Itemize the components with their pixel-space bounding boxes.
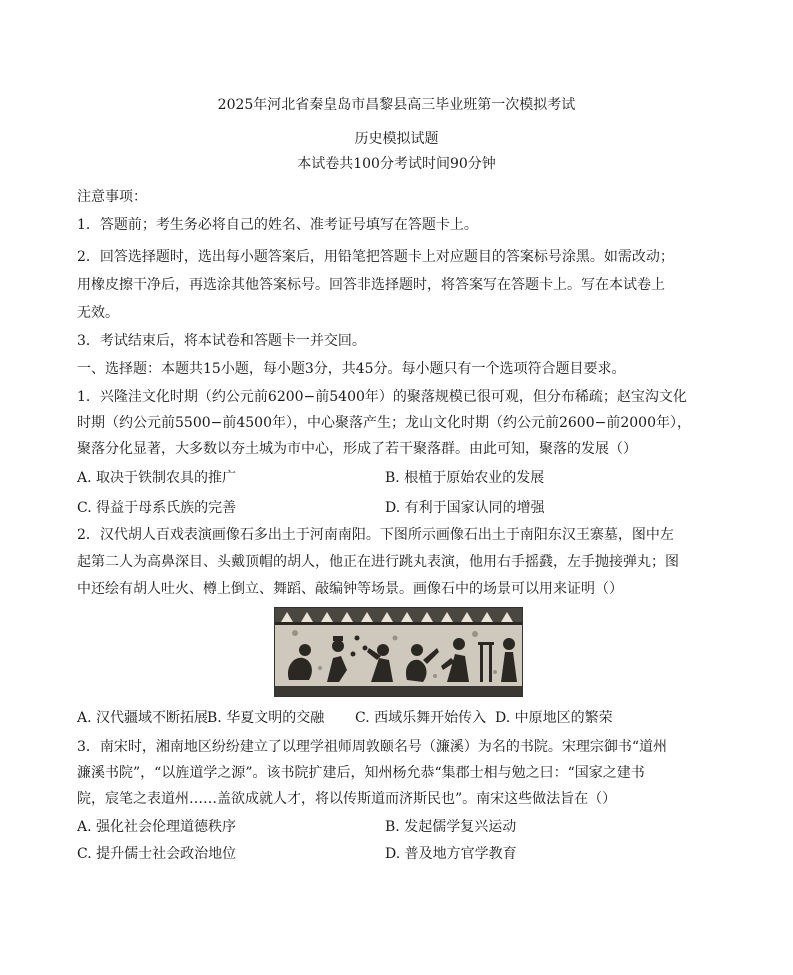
han-stone-relief-image (274, 607, 523, 697)
q1-option-c: C. 得益于母系氏族的完善 (77, 500, 237, 516)
q3-stem-line-2: 濂溪书院”，“以旌道学之源”。该书院扩建后，知州杨允恭“集郡士相与勉之曰：“国家之建书 (77, 765, 645, 781)
exam-subtitle: 历史模拟试题 (354, 131, 439, 147)
q3-option-b: B. 发起儒学复兴运动 (385, 819, 517, 835)
q2-option-c: C. 西域乐舞开始传入 (355, 710, 487, 726)
q1-stem-line-2: 时期（约公元前5500−前4500年），中心聚落产生；龙山文化时期（约公元前2600−前2000年）， (77, 415, 691, 431)
q3-option-a: A. 强化社会伦理道德秩序 (77, 819, 237, 835)
notice-heading: 注意事项： (77, 189, 147, 205)
q3-stem-line-3: 院，宸笔之表道州……盖欲成就人才，将以传斯道而济斯民也”。南宋这些做法旨在（） (77, 791, 617, 807)
q3-option-d: D. 普及地方官学教育 (385, 846, 517, 862)
section-1-heading: 一、选择题：本题共15小题，每小题3分，共45分。每小题只有一个选项符合题目要求。 (77, 361, 626, 377)
notice-item-3: 3．考试结束后，将本试卷和答题卡一并交回。 (77, 333, 366, 349)
q1-option-d: D. 有利于国家认同的增强 (385, 500, 545, 516)
notice-item-2-line-2: 用橡皮擦干净后，再选涂其他答案标号。回答非选择题时，将答案写在答题卡上。写在本试卷上 (77, 277, 665, 293)
notice-item-2-line-1: 2．回答选择题时，选出每小题答案后，用铅笔把答题卡上对应题目的答案标号涂黑。如需改动； (77, 249, 674, 265)
q3-option-c: C. 提升儒士社会政治地位 (77, 846, 237, 862)
q1-option-a: A. 取决于铁制农具的推广 (77, 470, 237, 486)
exam-title: 2025年河北省秦皇岛市昌黎县高三毕业班第一次模拟考试 (217, 97, 576, 113)
q1-stem-line-1: 1．兴隆洼文化时期（约公元前6200−前5400年）的聚落规模已很可观，但分布稀疏；赵宝沟文化 (77, 389, 687, 405)
q2-stem-line-1: 2．汉代胡人百戏表演画像石多出土于河南南阳。下图所示画像石出土于南阳东汉王寨墓，图中左 (77, 527, 674, 543)
notice-item-2-line-3: 无效。 (77, 305, 119, 321)
q2-option-a: A. 汉代疆域不断拓展 (77, 710, 209, 726)
q3-stem-line-1: 3．南宋时，湘南地区纷纷建立了以理学祖师周敦颐名号（濂溪）为名的书院。宋理宗御书“道州 (77, 739, 668, 755)
stone-relief-drawing (275, 608, 522, 696)
q1-option-b: B. 根植于原始农业的发展 (385, 470, 545, 486)
q1-stem-line-3: 聚落分化显著，大多数以夯土城为市中心，形成了若干聚落群。由此可知，聚落的发展（） (77, 441, 637, 457)
q2-option-d: D. 中原地区的繁荣 (495, 710, 613, 726)
q2-stem-line-2: 起第二人为高鼻深目、头戴顶帽的胡人，他正在进行跳丸表演，他用右手摇鼗，左手抛接弹丸；图 (77, 554, 679, 570)
exam-info: 本试卷共100分考试时间90分钟 (297, 156, 496, 172)
notice-item-1: 1．答题前；考生务必将自己的姓名、准考证号填写在答题卡上。 (77, 217, 478, 233)
q2-stem-line-3: 中还绘有胡人吐火、樽上倒立、舞蹈、敲编钟等场景。画像石中的场景可以用来证明（） (77, 581, 623, 597)
q2-option-b: B. 华夏文明的交融 (207, 710, 325, 726)
